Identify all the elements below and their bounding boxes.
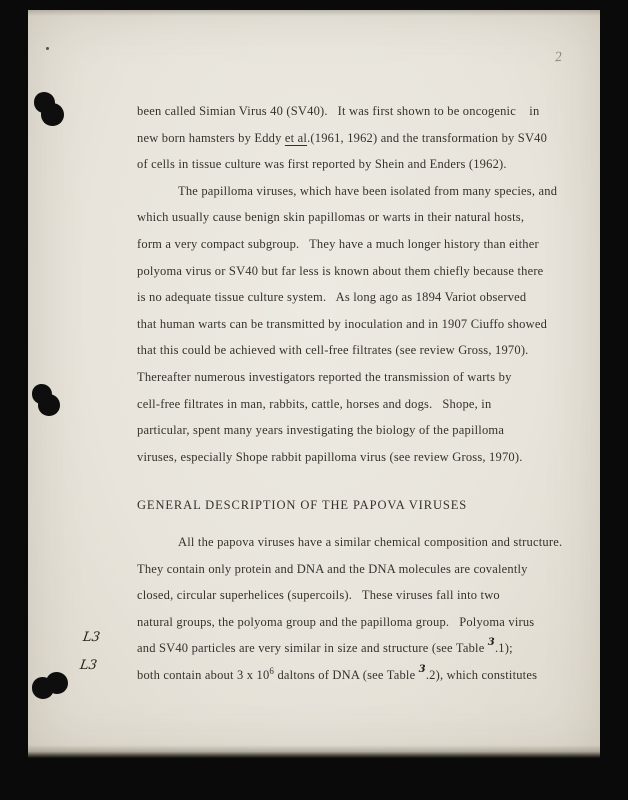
text-segment: form a very compact subgroup. They have a much longer history than either: [137, 236, 539, 251]
text-segment: of cells in tissue culture was first reported by Shein and Enders (1962).: [137, 157, 507, 172]
text-segment: particular, spent many years investigating the biology of the papilloma: [137, 423, 505, 438]
text-line: [137, 609, 603, 636]
text-line: [137, 125, 603, 152]
text-segment: .1);: [494, 641, 513, 656]
hole-punch-blob: [38, 394, 60, 416]
paragraph: [137, 529, 603, 689]
text-segment: The papilloma viruses, which have been isolated from many species, and: [178, 183, 558, 198]
hole-punch-icon: [32, 672, 74, 706]
text-segment: new born hamsters by Eddy: [137, 130, 285, 145]
text-line: [137, 337, 603, 364]
hand-sup-text: 3: [487, 637, 495, 649]
text-segment: daltons of DNA (see Table: [274, 667, 419, 682]
underline-text: et al: [284, 130, 308, 145]
text-line: [137, 556, 603, 583]
text-line: [137, 529, 603, 556]
hole-punch-icon: [32, 92, 68, 134]
paragraph: [137, 178, 603, 471]
text-line: [137, 231, 603, 258]
margin-annotation: L3: [81, 630, 101, 645]
text-segment: GENERAL DESCRIPTION OF THE PAPOVA VIRUSES: [137, 498, 468, 513]
text-line: [137, 258, 603, 285]
text-segment: which usually cause benign skin papillomas or warts in their natural hosts,: [137, 210, 525, 225]
paragraph: [137, 98, 603, 178]
text-segment: .2), which constitutes: [425, 667, 538, 682]
text-segment: .(1961, 1962) and the transformation by SV40: [307, 130, 548, 145]
text-line: [137, 391, 603, 418]
text-line: [137, 178, 603, 205]
text-segment: All the papova viruses have a similar chemical composition and structure.: [178, 534, 563, 549]
text-line: [137, 662, 603, 689]
ink-speck: [46, 47, 49, 50]
text-segment: polyoma virus or SV40 but far less is known about them chiefly because there: [137, 263, 544, 278]
margin-annotation: L3: [78, 658, 98, 673]
text-line: [137, 284, 603, 311]
text-segment: that this could be achieved with cell-free filtrates (see review Gross, 1970).: [137, 343, 529, 358]
hole-punch-blob: [46, 672, 68, 694]
typewritten-text: [137, 98, 603, 688]
sup-text: 6: [269, 665, 275, 676]
text-segment: Thereafter numerous investigators reported the transmission of warts by: [137, 369, 512, 384]
hole-punch-icon: [30, 384, 64, 426]
text-line: [137, 364, 603, 391]
text-segment: They contain only protein and DNA and the DNA molecules are covalently: [137, 561, 528, 576]
text-line: [137, 204, 603, 231]
text-line: [137, 417, 603, 444]
text-line: [137, 492, 603, 519]
text-line: [137, 151, 603, 178]
hole-punch-blob: [41, 103, 64, 126]
text-segment: that human warts can be transmitted by inoculation and in 1907 Ciuffo showed: [137, 316, 548, 331]
text-line: [137, 98, 603, 125]
text-segment: viruses, especially Shope rabbit papilloma virus (see review Gross, 1970).: [137, 449, 523, 464]
text-line: [137, 311, 603, 338]
text-line: [137, 444, 603, 471]
text-segment: cell-free filtrates in man, rabbits, cattle, horses and dogs. Shope, in: [137, 396, 492, 411]
text-line: [137, 582, 603, 609]
text-line: [137, 635, 603, 662]
handwritten-page-number: 2: [554, 49, 563, 66]
document-page: [28, 10, 600, 758]
text-segment: is no adequate tissue culture system. As long ago as 1894 Variot observed: [137, 290, 527, 305]
section-heading: [137, 492, 603, 519]
text-segment: and SV40 particles are very similar in size and structure (see Table: [137, 641, 488, 656]
text-segment: closed, circular superhelices (supercoils). These viruses fall into two: [137, 588, 500, 603]
text-segment: natural groups, the polyoma group and the papilloma group. Polyoma virus: [137, 614, 535, 629]
text-segment: been called Simian Virus 40 (SV40). It was first shown to be oncogenic in: [137, 104, 540, 118]
text-segment: both contain about 3 x 10: [137, 667, 270, 682]
hand-sup-text: 3: [418, 663, 426, 675]
